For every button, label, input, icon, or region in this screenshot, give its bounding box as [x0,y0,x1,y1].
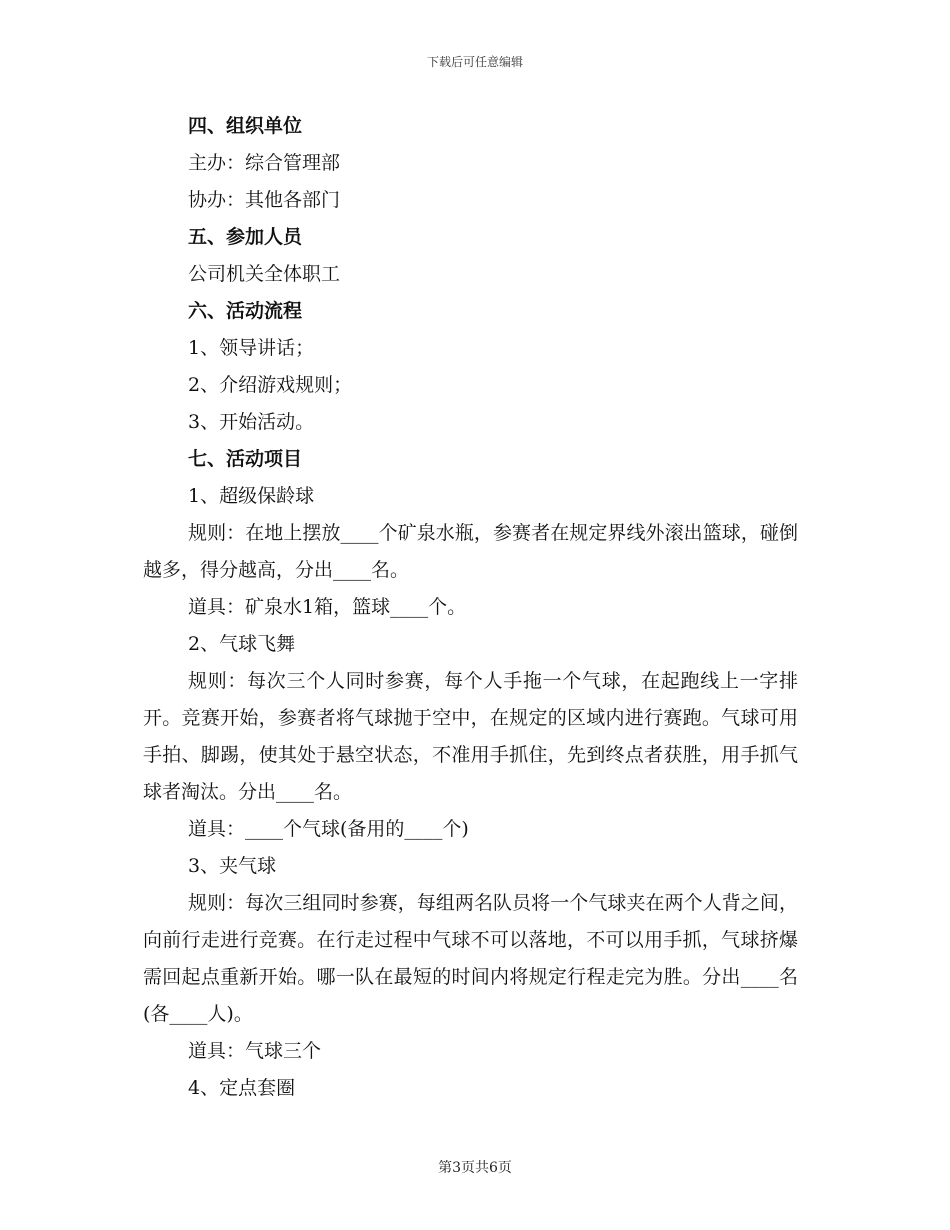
section-heading: 五、参加人员 [188,226,303,248]
text-line: 3、夹气球 [188,855,277,877]
text-line: 公司机关全体职工 [188,263,341,285]
text-line: 2、气球飞舞 [188,633,296,655]
text-line: 1、超级保龄球 [188,485,315,507]
section-heading: 七、活动项目 [188,448,303,470]
text-line: 3、开始活动。 [188,411,315,433]
section-heading: 四、组织单位 [188,115,303,137]
text-line: 2、介绍游戏规则； [188,374,353,396]
text-line: 1、领导讲话； [188,337,315,359]
text-line: 协办：其他各部门 [188,189,341,211]
page-header: 下载后可任意编辑 [426,55,523,69]
text-line: 4、定点套圈 [188,1077,296,1099]
rule-paragraph: 规则：在地上摆放____个矿泉水瓶，参赛者在规定界线外滚出篮球，碰倒越多，得分越高，分出____名。 [143,522,798,581]
page-footer: 第3页共6页 [438,1160,512,1176]
text-line: 道具：矿泉水1箱，篮球____个。 [188,596,467,618]
rule-paragraph: 规则：每次三个人同时参赛，每个人手拖一个气球，在起跑线上一字排开。竞赛开始，参赛者将气球抛于空中，在规定的区域内进行赛跑。气球可用手拍、脚踢，使其处于悬空状态，不准用手抓住，先到终点者获胜，用手抓气球者淘汰。分出____名。 [143,670,798,803]
text-line: 主办：综合管理部 [188,152,341,174]
document-body [143,108,798,1107]
text-line: 道具：气球三个 [188,1040,322,1062]
section-heading: 六、活动流程 [188,300,303,322]
text-line: 道具：____个气球(备用的____个) [188,818,469,840]
rule-paragraph: 规则：每次三组同时参赛，每组两名队员将一个气球夹在两个人背之间，向前行走进行竞赛。在行走过程中气球不可以落地，不可以用手抓，气球挤爆需回起点重新开始。哪一队在最短的时间内将规定行程走完为胜。分出____名(各____人)。 [143,892,798,1025]
